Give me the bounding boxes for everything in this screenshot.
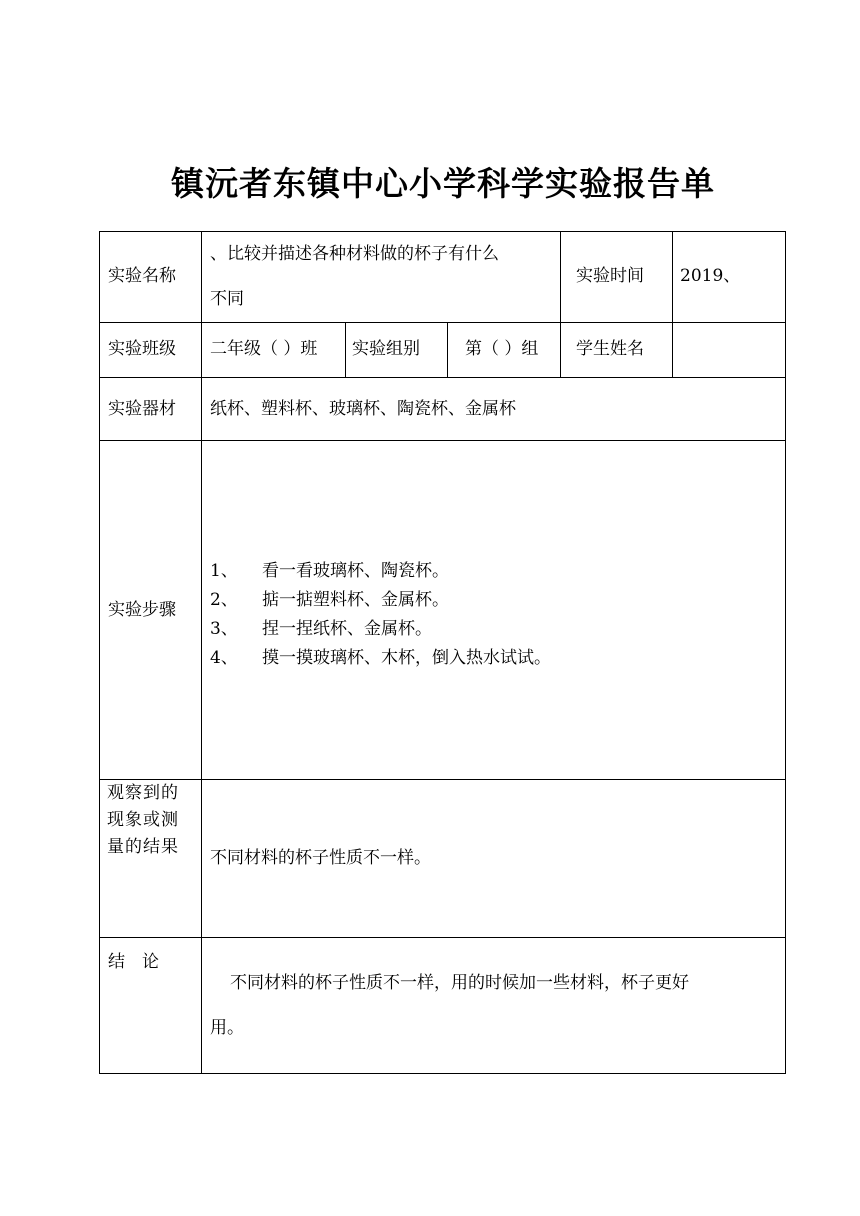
page-title: 镇沅者东镇中心小学科学实验报告单: [171, 164, 715, 203]
student-name-label: 学生姓名: [576, 339, 644, 359]
experiment-name-value-line2: 不同: [210, 289, 244, 309]
table-row-divider: [99, 937, 786, 938]
step-number: 2、: [210, 590, 238, 610]
table-column-divider: [560, 231, 561, 378]
step-number: 1、: [210, 561, 238, 581]
observation-label-line3: 量的结果: [107, 837, 179, 857]
step-text: 捏一捏纸杯、金属杯。: [262, 619, 432, 639]
table-column-divider: [345, 322, 346, 378]
experiment-class-label: 实验班级: [108, 339, 176, 359]
table-column-divider: [672, 231, 673, 378]
list-item: [210, 557, 551, 586]
table-border-right: [785, 231, 786, 1074]
materials-value: 纸杯、塑料杯、玻璃杯、陶瓷杯、金属杯: [210, 399, 516, 419]
table-row-divider: [99, 322, 786, 323]
list-item: [210, 586, 551, 615]
table-column-divider: [447, 322, 448, 378]
experiment-time-label: 实验时间: [576, 266, 644, 286]
table-border-bottom: [99, 1073, 786, 1074]
experiment-time-value: 2019、: [680, 266, 741, 286]
table-row-divider: [99, 377, 786, 378]
steps-list: [210, 557, 551, 673]
table-border-top: [99, 231, 786, 232]
steps-label: 实验步骤: [108, 600, 176, 620]
step-text: 摸一摸玻璃杯、木杯，倒入热水试试。: [262, 648, 551, 668]
conclusion-value-line1: 不同材料的杯子性质不一样，用的时候加一些材料，杯子更好: [230, 973, 689, 993]
experiment-class-value: 二年级（ ）班: [210, 339, 318, 359]
observation-label-line2: 现象或测: [107, 810, 179, 830]
step-text: 看一看玻璃杯、陶瓷杯。: [262, 561, 449, 581]
table-column-divider: [201, 231, 202, 1074]
materials-label: 实验器材: [108, 399, 176, 419]
table-row-divider: [99, 440, 786, 441]
list-item: [210, 615, 551, 644]
list-item: [210, 644, 551, 673]
table-row-divider: [99, 779, 786, 780]
observation-value: 不同材料的杯子性质不一样。: [210, 848, 431, 868]
observation-label-line1: 观察到的: [107, 783, 179, 803]
experiment-group-label: 实验组别: [352, 339, 420, 359]
table-border-left: [99, 231, 100, 1074]
conclusion-label: 结 论: [108, 952, 159, 972]
conclusion-value-line2: 用。: [210, 1018, 244, 1038]
experiment-group-value: 第（ ）组: [465, 339, 539, 359]
experiment-name-value-line1: 、比较并描述各种材料做的杯子有什么: [210, 244, 499, 264]
step-number: 3、: [210, 619, 238, 639]
step-text: 掂一掂塑料杯、金属杯。: [262, 590, 449, 610]
step-number: 4、: [210, 648, 238, 668]
experiment-name-label: 实验名称: [108, 266, 176, 286]
